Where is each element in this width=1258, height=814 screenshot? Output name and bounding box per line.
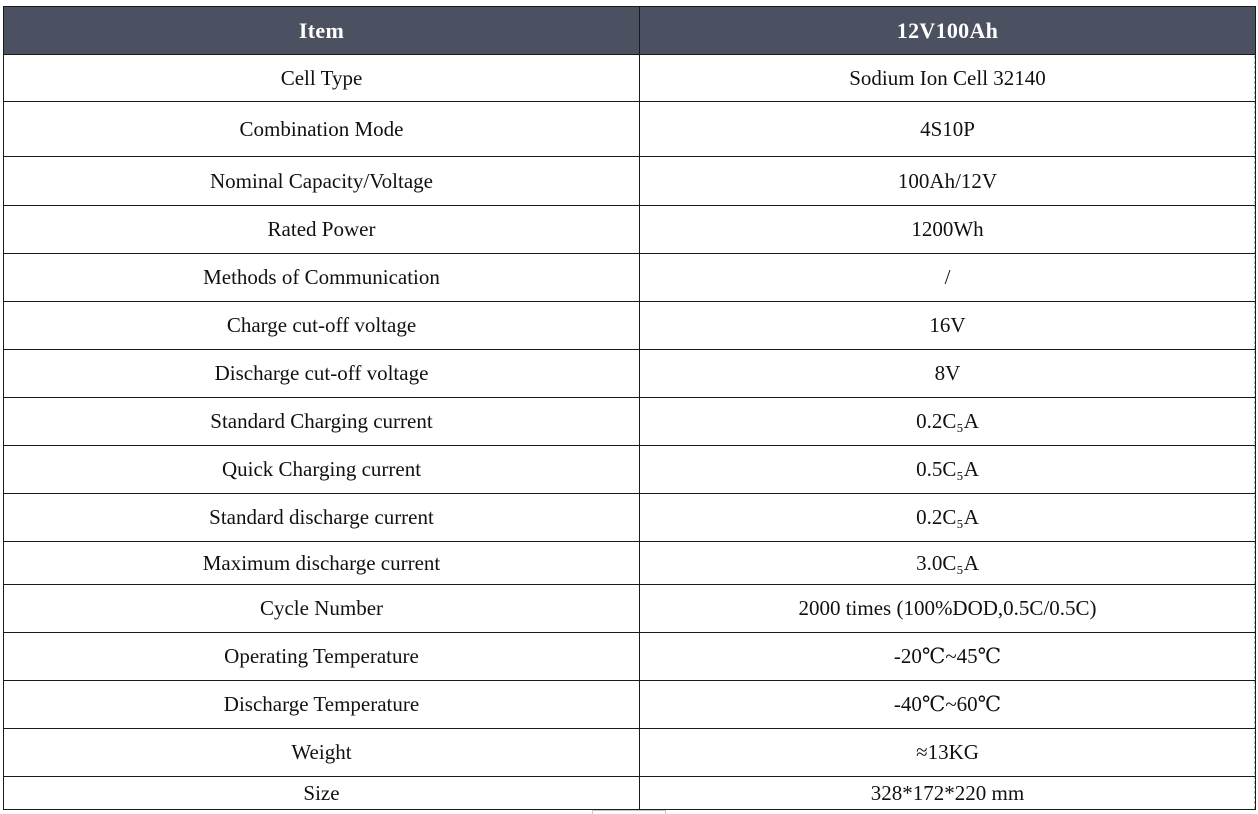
row-value: / — [640, 254, 1256, 302]
row-value: 100Ah/12V — [640, 157, 1256, 206]
row-label: Nominal Capacity/Voltage — [4, 157, 640, 206]
row-label: Methods of Communication — [4, 254, 640, 302]
row-value: ≈13KG — [640, 729, 1256, 777]
row-value: 0.5C₅A — [640, 446, 1256, 494]
table-row — [4, 157, 1256, 206]
row-label: Operating Temperature — [4, 633, 640, 681]
row-value: 2000 times (100%DOD,0.5C/0.5C) — [640, 585, 1256, 633]
row-value: -20℃~45℃ — [640, 633, 1256, 681]
row-label: Maximum discharge current — [4, 542, 640, 585]
table-row — [4, 254, 1256, 302]
row-label: Discharge Temperature — [4, 681, 640, 729]
row-label: Standard Charging current — [4, 398, 640, 446]
row-value: 1200Wh — [640, 206, 1256, 254]
header-model: 12V100Ah — [640, 7, 1256, 55]
spec-table — [3, 6, 1256, 810]
table-row — [4, 446, 1256, 494]
table-row — [4, 585, 1256, 633]
row-value: Sodium Ion Cell 32140 — [640, 55, 1256, 102]
table-row — [4, 777, 1256, 810]
row-label: Weight — [4, 729, 640, 777]
row-value: -40℃~60℃ — [640, 681, 1256, 729]
row-value: 16V — [640, 302, 1256, 350]
table-row — [4, 633, 1256, 681]
header-item: Item — [4, 7, 640, 55]
row-value: 0.2C₅A — [640, 398, 1256, 446]
row-value: 4S10P — [640, 102, 1256, 157]
row-label: Rated Power — [4, 206, 640, 254]
page-break-marker — [592, 810, 666, 814]
table-row — [4, 398, 1256, 446]
table-row — [4, 206, 1256, 254]
row-label: Size — [4, 777, 640, 810]
table-row — [4, 729, 1256, 777]
row-value: 8V — [640, 350, 1256, 398]
table-row — [4, 494, 1256, 542]
row-label: Quick Charging current — [4, 446, 640, 494]
table-row — [4, 542, 1256, 585]
table-row — [4, 681, 1256, 729]
table-row — [4, 55, 1256, 102]
table-row — [4, 302, 1256, 350]
row-label: Discharge cut-off voltage — [4, 350, 640, 398]
row-label: Cell Type — [4, 55, 640, 102]
row-label: Cycle Number — [4, 585, 640, 633]
table-header-row — [4, 7, 1256, 55]
table-row — [4, 102, 1256, 157]
row-value: 328*172*220 mm — [640, 777, 1256, 810]
row-value: 3.0C₅A — [640, 542, 1256, 585]
row-value: 0.2C₅A — [640, 494, 1256, 542]
row-label: Charge cut-off voltage — [4, 302, 640, 350]
row-label: Combination Mode — [4, 102, 640, 157]
row-label: Standard discharge current — [4, 494, 640, 542]
table-row — [4, 350, 1256, 398]
